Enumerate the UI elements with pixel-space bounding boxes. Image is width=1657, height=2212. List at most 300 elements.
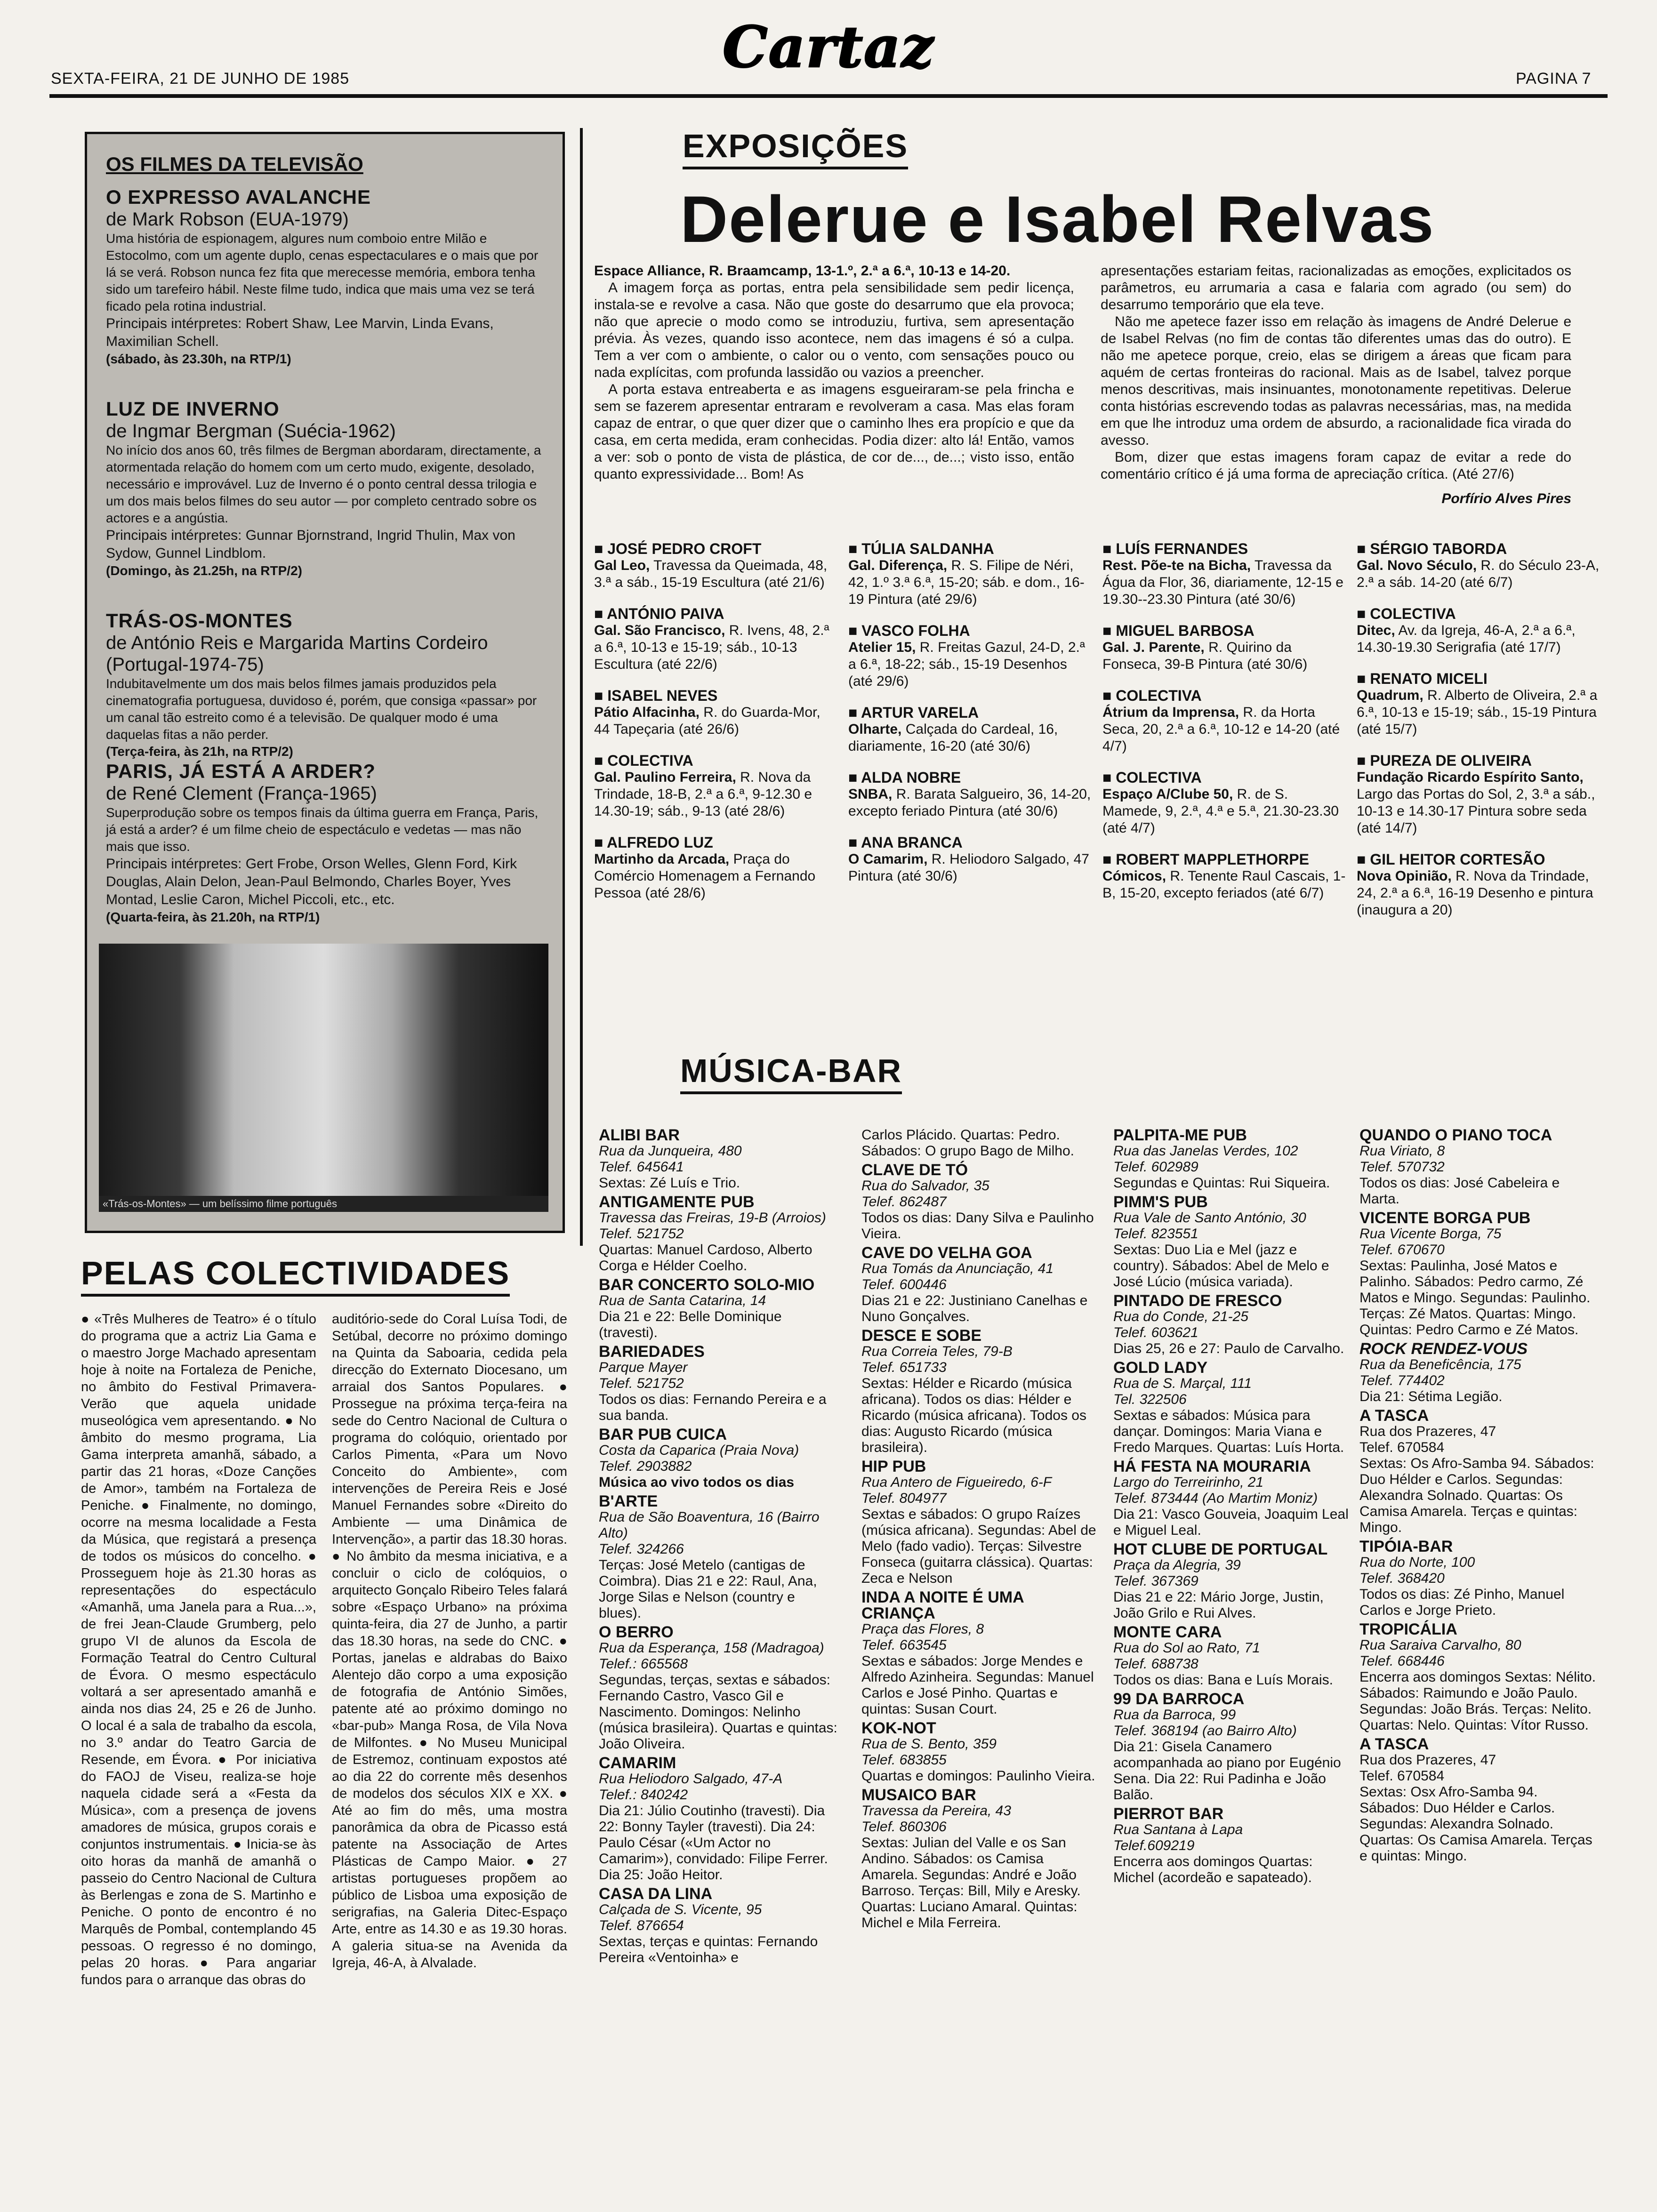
bar-address: Rua das Janelas Verdes, 102 [1113,1143,1298,1159]
artist-name: VASCO FOLHA [861,622,970,639]
exhibition-details: R. Heliodoro Salgado, 47 Pintura (até 30/6) [848,851,1089,884]
exhibition-item [594,540,839,591]
bar-phone: Telef. 670670 [1359,1242,1445,1258]
venue-name: Fundação Ricardo Espírito Santo, [1357,769,1584,785]
bar-entry [861,1787,1102,1931]
bar-program: Terças: José Metelo (cantigas de Coimbra). Dias 21 e 22: Raul, Ana, Jorge Silas e Nelson (country e blues). [599,1557,817,1621]
exhibition-details: R. Nova da Trindade, 24, 2.ª a 6.ª, 16-19 Desenho e pintura (inaugura a 20) [1357,868,1593,918]
film-photo [99,944,548,1212]
artist-name: COLECTIVA [1370,605,1456,622]
film-schedule: (Terça-feira, às 21h, na RTP/2) [106,744,293,759]
venue-name: SNBA, [848,786,893,802]
bar-entry [599,1427,839,1491]
artist-name: TÚLIA SALDANHA [861,540,994,557]
column-divider [580,128,583,1246]
bar-entry [599,1886,839,1966]
artist-name: ALFREDO LUZ [607,834,713,851]
bar-name: ANTIGAMENTE PUB [599,1193,755,1211]
bar-phone: Tel. 322506 [1113,1392,1187,1407]
exhibition-details: R. Alberto de Oliveira, 2.ª a 6.ª, 10-13 e 15-19; sáb., 15-19 Pintura (até 15/7) [1357,688,1598,737]
bar-address: Rua Antero de Figueiredo, 6-F [861,1475,1052,1490]
bar-name: KOK-NOT [861,1719,936,1737]
exhibition-item [594,687,839,738]
bar-phone: Telef. 804977 [861,1491,947,1506]
film-cast: Principais intérpretes: Gert Frobe, Orson Welles, Glenn Ford, Kirk Douglas, Alain Delon, Jean-Paul Belmondo, Charles Boyer, Yves Montad, Leslie Caron, Michel Piccoli, etc., etc. [106,856,517,907]
bar-address: Rua de Santa Catarina, 14 [599,1293,766,1308]
bar-entry [1359,1341,1600,1405]
exhibition-item [1102,622,1347,673]
artist-name: LUÍS FERNANDES [1116,540,1248,557]
bar-entry [599,1344,839,1424]
exhibition-item [1102,540,1347,608]
exhibition-column [1357,540,1601,933]
tv-films-heading: OS FILMES DA TELEVISÃO [106,153,363,175]
exhibition-details: Av. da Igreja, 46-A, 2.ª a 6.ª, 14.30-19.30 Serigrafia (até 17/7) [1357,623,1576,655]
venue-name: Atelier 15, [848,640,916,655]
exhibition-item [1357,670,1601,738]
exhibition-item [1357,752,1601,837]
exhibition-item [594,752,839,820]
bar-address: Rua Santana à Lapa [1113,1822,1243,1837]
bullet-icon: ■ [1357,605,1370,622]
bar-entry [1113,1459,1353,1539]
exhibition-details: Largo das Portas do Sol, 2, 3.ª a sáb., 10-13 e 14.30-17 Pintura sobre seda (até 14/7) [1357,786,1595,836]
article-author: Porfírio Alves Pires [1441,491,1571,506]
venue-name: Rest. Põe-te na Bicha, [1102,558,1251,573]
bar-address: Parque Mayer [599,1360,688,1375]
artist-name: ANA BRANCA [861,834,963,851]
bar-name: QUANDO O PIANO TOCA [1359,1126,1552,1144]
bar-address: Costa da Caparica (Praia Nova) [599,1443,799,1458]
exhibition-details: R. do Guarda-Mor, 44 Tapeçaria (até 26/6) [594,705,820,737]
bar-program: Dias 25, 26 e 27: Paulo de Carvalho. [1113,1341,1344,1356]
bar-phone: Telef. 368194 (ao Bairro Alto) [1113,1723,1297,1739]
venue-name: Gal. Paulino Ferreira, [594,769,736,785]
bar-program: Sextas: Osx Afro-Samba 94. Sábados: Duo Hélder e Carlos. Segundas: Alexandra Solnado. Quartas: Os Camisa Amarela. Terças e quintas: Mingo. [1359,1784,1593,1864]
article-paragraph: Bom, dizer que estas imagens foram capaz de evitar a rede do comentário crítico é já uma forma de apreciação crítica. (Até 27/6) [1101,449,1571,482]
bar-name: CLAVE DE TÓ [861,1161,968,1179]
bar-entry [599,1624,839,1752]
bar-address: Rua do Conde, 21-25 [1113,1309,1248,1324]
exhibition-item [1357,540,1601,591]
bar-entry [1113,1624,1353,1688]
venue-name: Martinho da Arcada, [594,851,730,867]
bar-entry [861,1589,1102,1717]
bar-address: Rua dos Prazeres, 47 [1359,1752,1496,1768]
bar-phone: Telef. 521752 [599,1226,684,1242]
bar-program: Dias 21 e 22: Justiniano Canelhas e Nuno Gonçalves. [861,1293,1088,1324]
bar-program: Encerra aos domingos Quartas: Michel (acordeão e sapateado). [1113,1854,1313,1885]
bar-phone: Telef. 683855 [861,1752,947,1768]
bar-name: DESCE E SOBE [861,1327,982,1345]
bar-program: Sextas: Hélder e Ricardo (música africana). Todos os dias: Hélder e Ricardo (música africana). Todos os dias: Augusto Ricardo (música brasileira). [861,1376,1086,1455]
bar-program: Dia 21: Júlio Coutinho (travesti). Dia 22: Bonny Tayler (travesti). Dia 24: Paulo César («Um Actor no Camarim»), convidado: Filipe Ferrer. Dia 25: João Heitor. [599,1803,828,1883]
exhibition-column [848,540,1093,899]
page-number: PAGINA 7 [1516,70,1592,88]
article-paragraph: apresentações estariam feitas, racionalizadas as emoções, explicitados os parâmetros, eu arrumaria a casa e falaria com agrado (ou sem) do desarrumo temporário que ela teve. [1101,263,1571,313]
bar-entry [1359,1127,1600,1207]
bar-program: Quartas: Manuel Cardoso, Alberto Corga e Hélder Coelho. [599,1242,812,1274]
bar-program: Todos os dias: Dany Silva e Paulinho Vieira. [861,1210,1094,1242]
bullet-icon: ■ [848,540,862,557]
bar-name: BAR PUB CUICA [599,1426,727,1443]
bar-phone: Telef. 645641 [599,1159,684,1175]
bar-address: Rua Vale de Santo António, 30 [1113,1210,1306,1226]
film-schedule: (sábado, às 23.30h, na RTP/1) [106,352,291,366]
bar-name: PINTADO DE FRESCO [1113,1292,1282,1310]
bullet-icon: ■ [594,605,607,622]
artist-name: MIGUEL BARBOSA [1116,622,1255,639]
bar-phone: Telef. 688738 [1113,1656,1199,1672]
bar-phone: Telef. 368420 [1359,1571,1445,1586]
bar-name: B'ARTE [599,1492,658,1510]
bar-program: Dia 21: Vasco Gouveia, Joaquim Leal e Miguel Leal. [1113,1507,1349,1538]
bar-program: Carlos Plácido. Quartas: Pedro. Sábados: O grupo Bago de Milho. [861,1127,1074,1159]
bullet-icon: ■ [848,769,861,786]
bar-name: INDA A NOITE É UMA CRIANÇA [861,1588,1024,1622]
artist-name: ROBERT MAPPLETHORPE [1116,851,1309,868]
bar-name: ROCK RENDEZ-VOUS [1359,1340,1528,1358]
bar-program: Sextas: Duo Lia e Mel (jazz e country). Sábados: Abel de Melo e José Lúcio (música variada). [1113,1242,1329,1290]
film-author: de René Clement (França-1965) [106,783,377,804]
exposicoes-headline: Delerue e Isabel Relvas [680,182,1435,256]
bar-address: Praça da Alegria, 39 [1113,1557,1241,1573]
bar-program: Segundas, terças, sextas e sábados: Fernando Castro, Vasco Gil e Nascimento. Domingos: Nelinho (música brasileira). Quartas e quintas: João Oliveira. [599,1672,837,1752]
exhibition-details: R. Nova da Trindade, 18-B, 2.ª a 6.ª, 9-12.30 e 14.30-19; sáb., 9-13 (até 28/6) [594,769,812,819]
bar-address: Rua Correia Teles, 79-B [861,1344,1013,1359]
bar-address: Rua da Esperança, 158 (Madragoa) [599,1640,824,1656]
bar-entry [1359,1539,1600,1619]
bullet-icon: ■ [594,752,608,769]
bar-address: Calçada de S. Vicente, 95 [599,1902,762,1917]
music-bar-column [1113,1127,1353,1889]
bar-entry [1113,1691,1353,1803]
article-paragraph: A imagem força as portas, entra pela sensibilidade sem pedir licença, instala-se e revolve a casa. Não que goste do desarrumo que ela provoca; não que aprecie o modo como se introduziu, furtiva, sem apresentação prévia. Às vezes, quando isso acontece, nem das imagens é só a culpa. Tem a ver com o ambiente, o calor ou o vento, com sensações pouco ou nada explícitas, com profunda lassidão ou vazios a preencher. [594,280,1074,380]
bar-entry [1359,1408,1600,1536]
exhibition-details: R. Freitas Gazul, 24-D, 2.ª a 6.ª, 18-22; sáb., 15-19 Desenhos (até 29/6) [848,640,1085,689]
bar-phone: Telef. 876654 [599,1918,684,1933]
bar-address: Rua de S. Bento, 359 [861,1736,997,1752]
venue-name: Gal. São Francisco, [594,623,725,638]
artist-name: PUREZA DE OLIVEIRA [1370,752,1532,769]
film-item [106,186,548,368]
bar-program: Dias 21 e 22: Mário Jorge, Justin, João Grilo e Rui Alves. [1113,1589,1324,1621]
bar-program: Todos os dias: Zé Pinho, Manuel Carlos e Jorge Prieto. [1359,1587,1565,1618]
bar-name: PALPITA-ME PUB [1113,1126,1247,1144]
tv-films-box [85,132,565,1233]
bar-name: CASA DA LINA [599,1885,713,1903]
bar-phone: Telef. 521752 [599,1376,684,1391]
bar-program: Todos os dias: Bana e Luís Morais. [1113,1672,1333,1688]
bullet-icon: ■ [848,622,862,639]
exhibition-details: R. do Século 23-A, 2.ª a sáb. 14-20 (até 6/7) [1357,558,1600,590]
bar-name: MUSAICO BAR [861,1786,976,1804]
header-date: SEXTA-FEIRA, 21 DE JUNHO DE 1985 [51,70,350,88]
film-desc: Superprodução sobre os tempos finais da última guerra em França, Paris, já está a arder? é um filme cheio de espectáculo e vedetas — mas não mais que isso. [106,805,539,854]
venue-name: O Camarim, [848,851,928,867]
bar-program: Sextas e sábados: Jorge Mendes e Alfredo Azinheira. Segundas: Manuel Carlos e José Pinho. Quartas e quintas: Susan Court. [861,1653,1094,1717]
header-rule [49,94,1608,98]
bar-address: Rua da Barroca, 99 [1113,1707,1236,1723]
bar-address: Rua de S. Marçal, 111 [1113,1376,1252,1391]
bar-name: VICENTE BORGA PUB [1359,1209,1531,1227]
artist-name: SÉRGIO TABORDA [1370,540,1507,557]
bar-phone: Telef. 668446 [1359,1653,1445,1669]
film-cast: Principais intérpretes: Robert Shaw, Lee Marvin, Linda Evans, Maximilian Schell. [106,316,494,349]
film-item [106,760,548,926]
bar-phone: Telef. 663545 [861,1637,947,1653]
bar-entry [1359,1210,1600,1338]
artist-name: JOSÉ PEDRO CROFT [607,540,762,557]
bar-phone: Telef. 324266 [599,1541,684,1557]
bar-entry [861,1127,1102,1159]
bar-phone: Telef. 602989 [1113,1159,1199,1175]
bar-address: Rua do Sol ao Rato, 71 [1113,1640,1260,1656]
venue-name: Nova Opinião, [1357,868,1452,884]
bar-program: Dia 21 e 22: Belle Dominique (travesti). [599,1309,782,1340]
bar-program: Música ao vivo todos os dias [599,1475,795,1490]
film-desc: Uma história de espionagem, algures num comboio entre Milão e Estocolmo, com um agente duplo, cenas espectaculares e o mais que por lá se verá. Robson nunca fez fita que merecesse memória, embora tenha sido um tarefeiro hábil. Neste filme tudo, indica que mais uma vez se terá ficado pela rotina industrial. [106,231,539,313]
bar-phone: Telef. 823551 [1113,1226,1199,1242]
venue-name: Espaço A/Clube 50, [1102,786,1233,802]
bar-entry [1113,1360,1353,1456]
bar-entry [861,1328,1102,1456]
bar-program: Sextas: Os Afro-Samba 94. Sábados: Duo Hélder e Carlos. Segundas: Alexandra Solnado. Quartas: Os Camisa Amarela. Terças e quintas: Mingo. [1359,1456,1594,1535]
bar-entry [1359,1736,1600,1864]
film-cast: Principais intérpretes: Gunnar Bjornstrand, Ingrid Thulin, Max von Sydow, Gunnel Lindblom. [106,528,515,561]
music-bar-column [1359,1127,1600,1867]
bullet-icon: ■ [594,687,608,704]
film-item [106,609,548,760]
bar-name: BAR CONCERTO SOLO-MIO [599,1276,815,1294]
bar-name: A TASCA [1359,1407,1429,1425]
venue-name: Quadrum, [1357,688,1424,703]
venue-name: Cómicos, [1102,868,1166,884]
artist-name: ALDA NOBRE [861,769,961,786]
bullet-icon: ■ [848,704,861,721]
bar-address: Travessa da Pereira, 43 [861,1803,1011,1819]
bar-name: PIMM'S PUB [1113,1193,1208,1211]
bullet-icon: ■ [1102,687,1116,704]
bar-phone: Telef. 670584 [1359,1440,1445,1455]
bar-program: Dia 21: Sétima Legião. [1359,1389,1503,1404]
exhibition-item [848,540,1093,608]
bar-entry [599,1194,839,1274]
bar-phone: Telef. 600446 [861,1277,947,1292]
bar-name: ALIBI BAR [599,1126,680,1144]
bar-entry [1113,1194,1353,1290]
exhibition-item [848,704,1093,755]
exhibition-details: R. da Horta Seca, 20, 2.ª a 6.ª, 10-12 e 14-20 (até 4/7) [1102,705,1340,754]
exhibition-item [848,769,1093,820]
exhibition-details: Travessa da Queimada, 48, 3.ª a sáb., 15-19 Escultura (até 21/6) [594,558,828,590]
exhibition-item [594,605,839,673]
bullet-icon: ■ [1102,851,1116,868]
bullet-icon: ■ [1357,670,1370,687]
artist-name: RENATO MICELI [1370,670,1488,687]
film-author: de Ingmar Bergman (Suécia-1962) [106,421,396,441]
music-bar-column [599,1127,839,1969]
bar-name: A TASCA [1359,1735,1429,1753]
bar-program: Sextas: Paulinha, José Matos e Palinho. Sábados: Pedro carmo, Zé Matos e Mingo. Segundas: Paulinho. Terças: Zé Matos. Quartas: Mingo. Quintas: Pedro Carmo e Zé Matos. [1359,1258,1591,1338]
exhibition-column [1102,540,1347,916]
exhibition-item [1102,687,1347,755]
bar-name: TROPICÁLIA [1359,1620,1457,1638]
bar-phone: Telef.: 665568 [599,1656,688,1672]
bar-phone: Telef. 2903882 [599,1459,692,1474]
exhibition-details: R. S. Filipe de Néri, 42, 1.º 3.ª 6.ª, 15-20; sáb. e dom., 16-19 Pintura (até 29/6) [848,558,1085,607]
bar-program: Encerra aos domingos Sextas: Nélito. Sábados: Raimundo e João Paulo. Segundas: João Brás. Terças: Nelito. Quartas: Nelo. Quintas: Vítor Russo. [1359,1669,1596,1733]
exhibition-item [1102,851,1347,902]
colectividades-col-2: auditório-sede do Coral Luísa Todi, de Setúbal, decorre no próximo domingo na Quinta da Saboaria, cedida pela direcção do Externato Diocesano, um arraial dos Santos Populares. ● Prossegue na próxima terça-feira na sede do Centro Nacional de Cultura o programa do colóquio, orientado por Carlos Pimenta, «Para um Novo Conceito do Ambiente», com intervenções de Pereira Reis e José Manuel Fernandes sobre «Direito do Ambiente — uma Dinâmica de Intervenção», a partir das 18.30 horas. ● No âmbito da mesma iniciativa, e a concluir o ciclo de colóquios, o arquitecto Gonçalo Ribeiro Teles falará sobre «Espaço Urbano» na próxima quinta-feira, dia 27 de Junho, a partir das 18.30 horas, na sede do CNC. ● Portas, janelas e aldrabas do Baixo Alentejo dão corpo a uma exposição de fotografia de António Simões, patente até ao próximo domingo no «bar-pub» Manga Rosa, de Vila Nova de Milfontes. ● No Museu Municipal de Estremoz, continuam expostos até ao dia 22 do corrente mês desenhos de modelos dos séculos XIX e XX. ● Até ao fim do mês, uma mostra panorâmica da obra de Picasso está patente na Associação de Artes Plásticas de Campo Maior. ● 27 artistas portugueses propõem ao público de Lisboa uma exposição de serigrafias, na Galeria Ditec-Espaço Arte, entre as 14.30 e as 19.30 horas. A galeria situa-se na Avenida da Igreja, 46-A, à Alvalade. [332,1312,567,1971]
bar-address: Rua Tomás da Anunciação, 41 [861,1261,1054,1276]
exhibition-details: Calçada do Cardeal, 16, diariamente, 16-20 (até 30/6) [848,721,1058,754]
bar-address: Rua Saraiva Carvalho, 80 [1359,1637,1521,1653]
bar-address: Rua da Beneficência, 175 [1359,1357,1521,1372]
venue-name: Olharte, [848,721,902,737]
bar-phone: Telef. 873444 (Ao Martim Moniz) [1113,1491,1318,1506]
article-lead: Espace Alliance, R. Braamcamp, 13-1.º, 2.ª a 6.ª, 10-13 e 14-20. [594,263,1011,279]
bar-phone: Telef. 603621 [1113,1325,1199,1340]
bar-phone: Telef. 651733 [861,1360,947,1375]
bar-program: Quartas e domingos: Paulinho Vieira. [861,1768,1095,1784]
exhibition-item [848,834,1093,885]
colectividades-col-1: ● «Três Mulheres de Teatro» é o título do programa que a actriz Lia Gama e o maestro Jorge Machado apresentam hoje à noite na Fortaleza de Peniche, no âmbito do Festival Primavera-Verão que aquela unidade museológica vem apresentando. ● No âmbito do mesmo programa, Lia Gama interpreta amanhã, sábado, a partir das 21 horas, «Doze Canções de Amor», também na Fortaleza de Peniche. ● Finalmente, no domingo, ocorre na mesma localidade a Festa da Música, que registará a presença de todos os músicos do concelho. ● Prosseguem hoje às 21.30 horas as representações do espectáculo «Amanhã, uma Janela para a Rua...», de frei Jean-Claude Grumberg, pelo grupo VI de alunos da Escola de Formação Teatral do Centro Cultural de Évora. O mesmo espectáculo voltará a ser apresentado amanhã e ainda nos dias 24, 25 e 26 de Junho. O local é a sala de trabalho da escola, no 3.º andar do Teatro Garcia de Resende, em Évora. ● Por iniciativa do FAOJ de Viseu, realiza-se hoje naquela cidade será a «Festa da Música», com a presença de jovens amadores de música, grupos corais e conjuntos instrumentais. ● Inicia-se às oito horas da manhã de amanhã o passeio do Centro Nacional de Cultura às Berlengas e zona de S. Martinho e Peniche. O ponto de encontro é no Marquês de Pombal, contemplando 45 pessoas. O regresso é no domingo, pelas 20 horas. ● Para angariar fundos para o arranque das obras do [81,1312,316,1988]
bar-program: Dia 21: Gisela Canamero acompanhada ao piano por Eugénio Sena. Dia 22: Rui Padinha e João Balão. [1113,1739,1341,1803]
bar-entry [599,1493,839,1621]
bar-address: Rua da Junqueira, 480 [599,1143,742,1159]
bullet-icon: ■ [1102,622,1116,639]
bar-entry [1113,1127,1353,1191]
exhibition-details: R. Ivens, 48, 2.ª a 6.ª, 10-13 e 15-19; sáb., 10-13 Escultura (até 22/6) [594,623,829,672]
article-col-1 [594,263,1074,483]
artist-name: COLECTIVA [607,752,693,769]
bar-name: CAVE DO VELHA GOA [861,1244,1032,1262]
exposicoes-label: EXPOSIÇÕES [683,127,908,169]
bar-phone: Telef. 670584 [1359,1768,1445,1784]
bullet-icon: ■ [594,540,608,557]
bullet-icon: ■ [1357,540,1370,557]
artist-name: ANTÓNIO PAIVA [607,605,724,622]
bullet-icon: ■ [1357,752,1370,769]
venue-name: Gal Leo, [594,558,650,573]
film-title: TRÁS-OS-MONTES [106,609,293,632]
venue-name: Gal. Diferença, [848,558,948,573]
bar-name: O BERRO [599,1623,674,1641]
bar-phone: Telef. 570732 [1359,1159,1445,1175]
bar-phone: Telef.609219 [1113,1838,1195,1853]
bar-phone: Telef. 774402 [1359,1373,1445,1388]
artist-name: ARTUR VARELA [861,704,979,721]
bar-name: PIERROT BAR [1113,1805,1224,1823]
exhibition-details: R. de S. Mamede, 9, 2.ª, 4.ª e 5.ª, 21.30-23.30 (até 4/7) [1102,786,1339,836]
bar-phone: Telef.: 840242 [599,1787,688,1803]
exhibition-details: R. Tenente Raul Cascais, 1-B, 15-20, excepto feriados (até 6/7) [1102,868,1346,901]
film-title: O EXPRESSO AVALANCHE [106,186,371,208]
artist-name: COLECTIVA [1116,769,1202,786]
venue-name: Gal. J. Parente, [1102,640,1205,655]
bar-program: Todos os dias: Fernando Pereira e a sua banda. [599,1392,827,1423]
bar-name: GOLD LADY [1113,1359,1208,1377]
bar-name: CAMARIM [599,1754,676,1772]
music-bar-column [861,1127,1102,1934]
article-paragraph: A porta estava entreaberta e as imagens esgueiraram-se pela frincha e sem se fazerem apresentar entraram e revolveram a casa. Mas elas foram capaz de entrar, o que quer dizer que o caminho lhes era propício e que da casa, em certa medida, eram conhecidas. Podia dizer: alto lá! Então, vamos a ver: sob o ponto de vista de plástica, de cor de..., de...; visto isso, então quanto expressividade... Bom! As [594,382,1074,482]
bullet-icon: ■ [1102,540,1116,557]
bar-entry [599,1127,839,1191]
bar-entry [1113,1541,1353,1621]
film-item [106,398,548,579]
exhibition-item [1357,851,1601,919]
bar-entry [1113,1293,1353,1357]
exhibition-details: R. Barata Salgueiro, 36, 14-20, excepto feriado Pintura (até 30/6) [848,786,1091,819]
exhibition-item [848,622,1093,690]
bar-program: Sextas: Julian del Valle e os San Andino. Sábados: os Camisa Amarela. Segundas: André e João Barroso. Terças: Bill, Mily e Aresky. Quartas: Luciano Amaral. Quintas: Michel e Mila Ferreira. [861,1835,1081,1931]
exhibition-item [1357,605,1601,656]
bullet-icon: ■ [1102,769,1116,786]
bullet-icon: ■ [848,834,861,851]
exhibition-column [594,540,839,916]
film-desc: Indubitavelmente um dos mais belos filmes jamais produzidos pela cinematografia portuguesa, duvidoso é, porém, que consiga «passar» por um canal tão estreito como é a televisão. De qualquer modo é uma daquelas fitas a não perder. [106,676,537,742]
exhibition-details: R. Quirino da Fonseca, 39-B Pintura (até 30/6) [1102,640,1308,672]
film-schedule: (Domingo, às 21.25h, na RTP/2) [106,563,302,578]
film-title: PARIS, JÁ ESTÁ A ARDER? [106,760,376,782]
venue-name: Ditec, [1357,623,1395,638]
bar-name: HOT CLUBE DE PORTUGAL [1113,1540,1328,1558]
bar-program: Sextas, terças e quintas: Fernando Pereira «Ventoinha» e [599,1934,818,1965]
exhibition-item [1102,769,1347,837]
film-title: LUZ DE INVERNO [106,398,280,420]
bar-address: Rua Heliodoro Salgado, 47-A [599,1771,783,1787]
venue-name: Pátio Alfacinha, [594,705,700,720]
bar-phone: Telef. 862487 [861,1194,947,1210]
venue-name: Gal. Novo Século, [1357,558,1477,573]
bar-entry [861,1459,1102,1587]
bar-program: Sextas e sábados: Música para dançar. Domingos: Maria Viana e Fredo Marques. Quartas: Luís Horta. [1113,1408,1344,1455]
bar-name: MONTE CARA [1113,1623,1222,1641]
bar-entry [861,1720,1102,1784]
bar-address: Travessa das Freiras, 19-B (Arroios) [599,1210,826,1226]
bullet-icon: ■ [1357,851,1370,868]
bar-address: Rua Vicente Borga, 75 [1359,1226,1502,1242]
bullet-icon: ■ [594,834,607,851]
bar-entry [861,1162,1102,1242]
bar-address: Praça das Flores, 8 [861,1621,984,1637]
bar-address: Rua Viriato, 8 [1359,1143,1445,1159]
bar-address: Largo do Terreirinho, 21 [1113,1475,1264,1490]
exhibition-details: Travessa da Água da Flor, 36, diariamente, 12-15 e 19.30--23.30 Pintura (até 30/6) [1102,558,1343,607]
bar-phone: Telef. 860306 [861,1819,947,1835]
bar-entry [1359,1621,1600,1733]
cartaz-logo: Cartaz [723,14,934,80]
exhibition-item [594,834,839,902]
article-col-2 [1101,263,1571,507]
film-desc: No início dos anos 60, três filmes de Bergman abordaram, directamente, a atormentada relação do homem com um certo mudo, exigente, desolado, necessário e improvável. Luz de Inverno é o ponto central dessa trilogia e um dos mais belos filmes do seu autor — por completo centrado sobre os actores e a angústia. [106,443,541,525]
bar-name: HIP PUB [861,1458,926,1475]
bar-program: Todos os dias: José Cabeleira e Marta. [1359,1175,1560,1207]
bar-program: Sextas: Zé Luís e Trio. [599,1175,740,1191]
bar-name: TIPÓIA-BAR [1359,1538,1453,1555]
bar-address: Rua do Norte, 100 [1359,1555,1475,1570]
venue-name: Átrium da Imprensa, [1102,705,1239,720]
colectividades-label: PELAS COLECTIVIDADES [81,1254,510,1297]
musica-bar-label: MÚSICA-BAR [680,1052,902,1094]
photo-caption: «Trás-os-Montes» — um belíssimo filme português [99,1196,548,1212]
artist-name: ISABEL NEVES [607,687,718,704]
bar-name: 99 DA BARROCA [1113,1690,1245,1708]
film-schedule: (Quarta-feira, às 21.20h, na RTP/1) [106,910,320,924]
bar-address: Rua do Salvador, 35 [861,1178,989,1194]
artist-name: GIL HEITOR CORTESÃO [1370,851,1545,868]
